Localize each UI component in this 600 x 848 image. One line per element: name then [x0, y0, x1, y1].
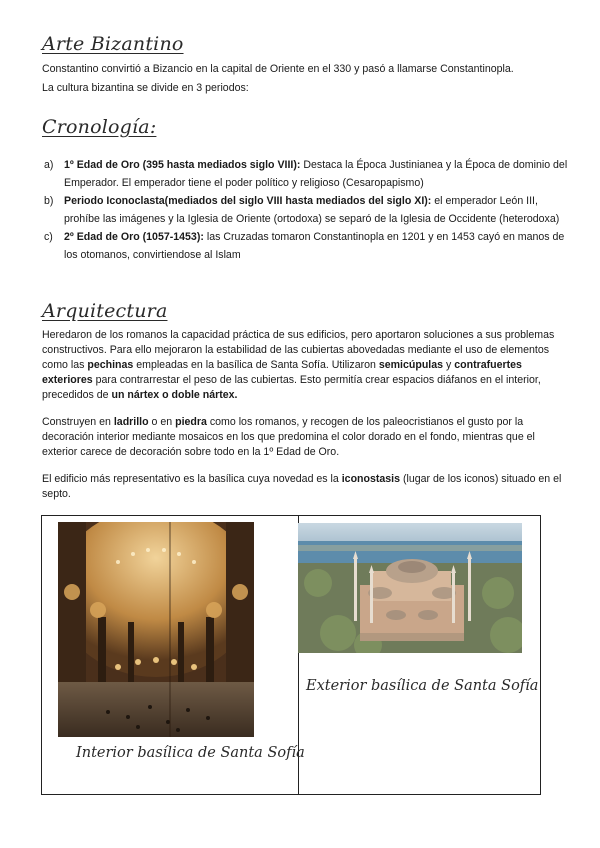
text-run: y [443, 359, 455, 371]
text-run: (lugar de los iconos) situado en el septo. [42, 473, 562, 500]
period-marker: b) [44, 195, 54, 207]
bold-term: ladrillo [113, 416, 149, 428]
arquitectura-paragraph-2 [42, 415, 570, 460]
period-text: las Cruzadas tomaron Constantinopla en 1201 y en 1453 cayó en manos de los otomanos, convirtiendose al Islam [64, 231, 565, 261]
period-title: 2º Edad de Oro (1057-1453): [64, 231, 204, 243]
text-run: Heredaron de los romanos la capacidad práctica de sus edificios, pero aportaron soluciones a sus problemas constructivos. Para ello mejoraron la estabilidad de las cubiertas abovedadas mediante el uso de elementos como las [42, 329, 555, 371]
period-marker: c) [44, 231, 53, 243]
bold-term: iconostasis [341, 473, 401, 485]
interior-photo [58, 522, 254, 737]
bold-term: un nártex o doble nártex. [111, 389, 238, 401]
heading-cronologia: Cronología: [42, 116, 157, 138]
heading-arte-bizantino: Arte Bizantino [42, 33, 184, 55]
period-title: Periodo Iconoclasta(mediados del siglo VIII hasta mediados del siglo XI): [64, 195, 432, 207]
period-marker: a) [44, 159, 54, 171]
intro-paragraph [42, 62, 570, 96]
period-text: Destaca la Época Justinianea y la Época de dominio del Emperador. El emperador tiene el poder político y religioso (Cesaropapismo) [64, 159, 568, 189]
bold-term: contrafuertes exteriores [42, 359, 522, 386]
period-item [42, 228, 572, 264]
text-run: o en [148, 416, 176, 428]
heading-arquitectura: Arquitectura [42, 300, 168, 322]
period-item [42, 156, 572, 192]
bold-term: semicúpulas [378, 359, 444, 371]
text-run: El edificio más representativo es la basílica cuya novedad es la [42, 473, 342, 485]
exterior-photo [298, 523, 522, 653]
text-run: empleadas en la basílica de Santa Sofía. Utilizaron [133, 359, 379, 371]
caption-exterior: Exterior basílica de Santa Sofía [306, 678, 539, 694]
bold-term: pechinas [87, 359, 134, 371]
periods-list [42, 156, 572, 264]
intro-line-1: Constantino convirtió a Bizancio en la capital de Oriente en el 330 y pasó a llamarse Constantinopla. [42, 63, 514, 75]
bold-term: piedra [175, 416, 207, 428]
arquitectura-paragraph-1 [42, 328, 570, 403]
text-run: como los romanos, y recogen de los paleocristianos el gusto por la decoración interior mediante mosaicos en los que predomina el color dorado en el fondo, mientras que el exterior carece de decoración sobre todo en la 1º Edad de Oro. [42, 416, 535, 458]
arquitectura-paragraph-3 [42, 472, 570, 502]
intro-line-2: La cultura bizantina se divide en 3 periodos: [42, 82, 249, 94]
text-run: para contrarrestar el peso de las cubiertas. Esto permitía crear espacios diáfanos en el interior, precedidos de [42, 374, 541, 401]
period-text: el emperador León III, prohíbe las imágenes y la Iglesia de Oriente (ortodoxa) se separó de la Iglesia de Occidente (heterodoxa) [64, 195, 560, 225]
caption-interior: Interior basílica de Santa Sofía [76, 745, 305, 761]
period-title: 1º Edad de Oro (395 hasta mediados siglo VIII): [64, 159, 301, 171]
period-item [42, 192, 572, 228]
text-run: Construyen en [42, 416, 114, 428]
